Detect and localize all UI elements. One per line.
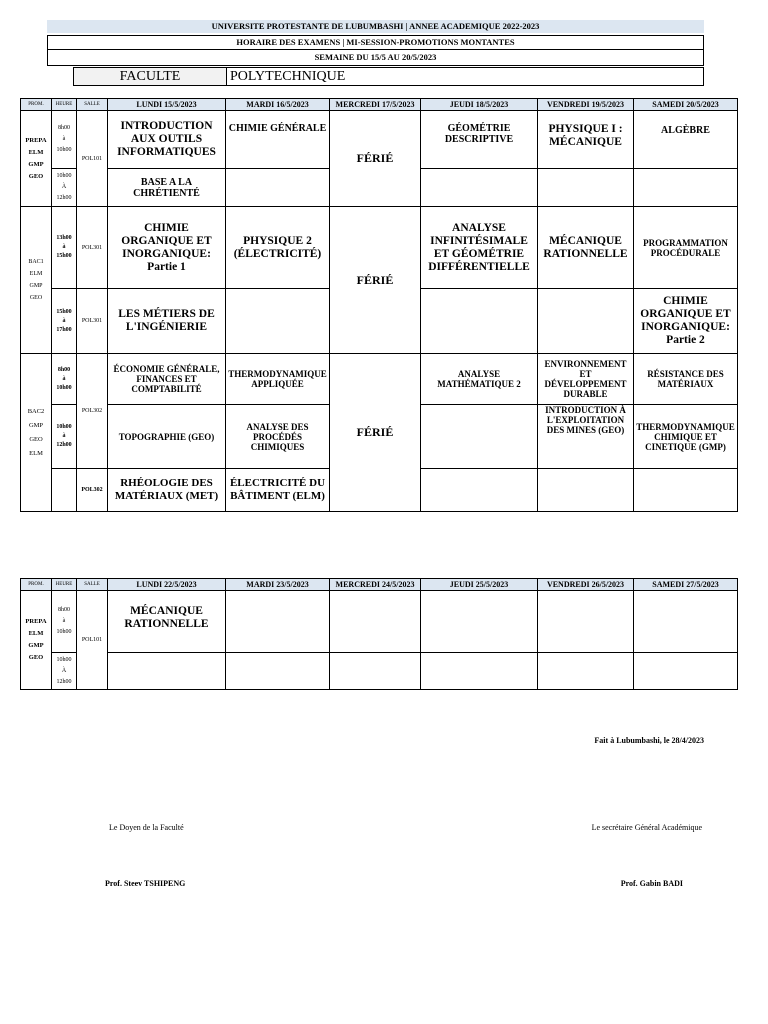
hour-cell: 8h00 à 10h00 <box>52 111 77 169</box>
exam-cell: ÉCONOMIE GÉNÉRALE, FINANCES ET COMPTABILITÉ <box>108 354 226 405</box>
empty-cell <box>538 591 634 653</box>
exam-cell: LES MÉTIERS DE L'INGÉNIERIE <box>108 289 226 354</box>
empty-cell <box>634 653 738 690</box>
university-title: UNIVERSITE PROTESTANTE DE LUBUMBASHI | ANNEE ACADEMIQUE 2022-2023 <box>47 20 704 33</box>
exam-cell: CHIMIE ORGANIQUE ET INORGANIQUE: Partie 2 <box>634 289 738 354</box>
col-header: SALLE <box>77 579 108 591</box>
col-header: VENDREDI 19/5/2023 <box>538 99 634 111</box>
room-cell: POL302 <box>77 354 108 469</box>
empty-cell <box>330 653 421 690</box>
empty-cell <box>108 653 226 690</box>
secretary-name: Prof. Gabin BADI <box>620 879 683 888</box>
empty-cell <box>538 653 634 690</box>
exam-cell: INTRODUCTION À L'EXPLOITATION DES MINES (GEO) <box>538 405 634 469</box>
prom-cell: BAC2 GMP GEO ELM <box>21 354 52 512</box>
empty-cell <box>52 469 77 512</box>
empty-cell <box>421 653 538 690</box>
exam-cell: TOPOGRAPHIE (GEO) <box>108 405 226 469</box>
table-header-row <box>21 99 738 111</box>
table-row <box>21 111 738 169</box>
exam-cell: ANALYSE MATHÉMATIQUE 2 <box>421 354 538 405</box>
empty-cell <box>421 169 538 207</box>
empty-cell <box>538 469 634 512</box>
secretary-title: Le secrétaire Général Académique <box>591 823 702 832</box>
empty-cell <box>634 469 738 512</box>
exam-cell: PHYSIQUE 2 (ÉLECTRICITÉ) <box>226 207 330 289</box>
col-header: SALLE <box>77 99 108 111</box>
col-header: HEURE <box>52 579 77 591</box>
schedule-table-week1 <box>20 98 738 512</box>
col-header: MERCREDI 17/5/2023 <box>330 99 421 111</box>
empty-cell <box>421 405 538 469</box>
faculty-label: FACULTE <box>74 68 227 85</box>
exam-cell: ENVIRONNEMENT ET DÉVELOPPEMENT DURABLE <box>538 354 634 405</box>
room-cell: POL101 <box>77 111 108 207</box>
empty-cell <box>226 591 330 653</box>
col-header: SAMEDI 27/5/2023 <box>634 579 738 591</box>
exam-cell: INTRODUCTION AUX OUTILS INFORMATIQUES <box>108 111 226 169</box>
empty-cell <box>421 289 538 354</box>
holiday-cell: FÉRIÉ <box>330 111 421 207</box>
empty-cell <box>634 169 738 207</box>
holiday-cell: FÉRIÉ <box>330 207 421 354</box>
hour-cell: 8h00 à 10h00 <box>52 354 77 405</box>
prom-cell: PREPA ELM GMP GEO <box>21 591 52 690</box>
empty-cell <box>421 591 538 653</box>
empty-cell <box>226 289 330 354</box>
col-header: MERCREDI 24/5/2023 <box>330 579 421 591</box>
col-header: PROM. <box>21 99 52 111</box>
exam-cell: CHIMIE ORGANIQUE ET INORGANIQUE: Partie 1 <box>108 207 226 289</box>
exam-cell: THERMODYNAMIQUE CHIMIQUE ET CINETIQUE (GMP) <box>634 405 738 469</box>
col-header: VENDREDI 26/5/2023 <box>538 579 634 591</box>
exam-cell: THERMODYNAMIQUE APPLIQUÉE <box>226 354 330 405</box>
dean-name: Prof. Steev TSHIPENG <box>105 879 186 888</box>
room-cell: POL301 <box>77 207 108 289</box>
table-row <box>21 591 738 653</box>
col-header: SAMEDI 20/5/2023 <box>634 99 738 111</box>
week-title: SEMAINE DU 15/5 AU 20/5/2023 <box>47 50 704 66</box>
hour-cell: 15h00 à 17h00 <box>52 289 77 354</box>
table-row <box>21 207 738 289</box>
col-header: LUNDI 15/5/2023 <box>108 99 226 111</box>
hour-cell: 10h00 À 12h00 <box>52 169 77 207</box>
col-header: MARDI 23/5/2023 <box>226 579 330 591</box>
col-header: JEUDI 18/5/2023 <box>421 99 538 111</box>
col-header: HEURE <box>52 99 77 111</box>
hour-cell: 8h00 à 10h00 <box>52 591 77 653</box>
room-cell: POL101 <box>77 591 108 690</box>
empty-cell <box>538 289 634 354</box>
table-header-row <box>21 579 738 591</box>
room-cell: POL302 <box>77 469 108 512</box>
hour-cell: 13h00 à 15h00 <box>52 207 77 289</box>
place-date: Fait à Lubumbashi, le 28/4/2023 <box>594 736 704 745</box>
col-header: PROM. <box>21 579 52 591</box>
empty-cell <box>226 169 330 207</box>
exam-cell: RÉSISTANCE DES MATÉRIAUX <box>634 354 738 405</box>
schedule-table-week2 <box>20 578 738 690</box>
holiday-cell: FÉRIÉ <box>330 354 421 512</box>
table-row <box>21 354 738 405</box>
prom-cell: BAC1 ELM GMP GEO <box>21 207 52 354</box>
room-cell: POL301 <box>77 289 108 354</box>
exam-cell: MÉCANIQUE RATIONNELLE <box>538 207 634 289</box>
table-row <box>21 653 738 690</box>
exam-cell: ÉLECTRICITÉ DU BÂTIMENT (ELM) <box>226 469 330 512</box>
exam-cell: ANALYSE INFINITÉSIMALE ET GÉOMÉTRIE DIFFÉRENTIELLE <box>421 207 538 289</box>
exam-cell: CHIMIE GÉNÉRALE <box>226 111 330 169</box>
empty-cell <box>226 653 330 690</box>
schedule-title: HORAIRE DES EXAMENS | MI-SESSION-PROMOTIONS MONTANTES <box>47 35 704 50</box>
col-header: MARDI 16/5/2023 <box>226 99 330 111</box>
col-header: JEUDI 25/5/2023 <box>421 579 538 591</box>
col-header: LUNDI 22/5/2023 <box>108 579 226 591</box>
exam-cell: BASE A LA CHRÉTIENTÉ <box>108 169 226 207</box>
empty-cell <box>634 591 738 653</box>
exam-cell: ANALYSE DES PROCÉDÉS CHIMIQUES <box>226 405 330 469</box>
exam-cell: GÉOMÉTRIE DESCRIPTIVE <box>421 111 538 169</box>
empty-cell <box>421 469 538 512</box>
hour-cell: 10h00 à 12h00 <box>52 405 77 469</box>
exam-cell: MÉCANIQUE RATIONNELLE <box>108 591 226 653</box>
faculty-value: POLYTECHNIQUE <box>230 69 346 84</box>
hour-cell: 10h00 À 12h00 <box>52 653 77 690</box>
exam-cell: PHYSIQUE I : MÉCANIQUE <box>538 111 634 169</box>
faculty-row <box>73 67 704 86</box>
exam-cell: ALGÈBRE <box>634 111 738 169</box>
exam-cell: PROGRAMMATION PROCÉDURALE <box>634 207 738 289</box>
prom-cell: PREPA ELM GMP GEO <box>21 111 52 207</box>
empty-cell <box>538 169 634 207</box>
empty-cell <box>330 591 421 653</box>
dean-title: Le Doyen de la Faculté <box>109 823 184 832</box>
exam-cell: RHÉOLOGIE DES MATÉRIAUX (MET) <box>108 469 226 512</box>
